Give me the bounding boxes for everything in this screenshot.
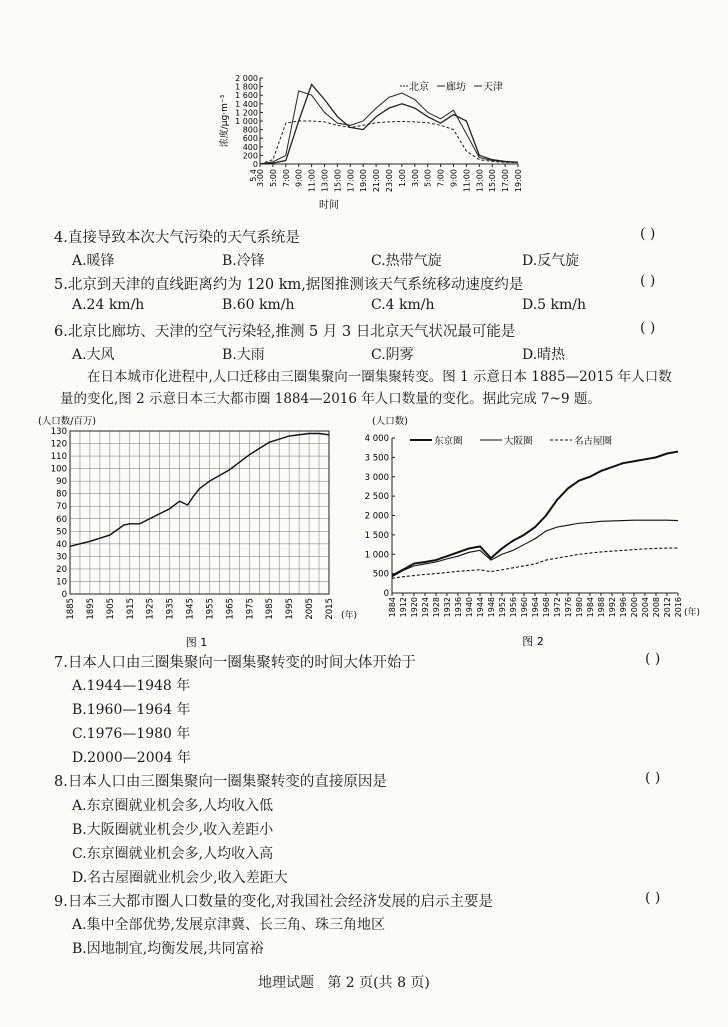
x-tick-label: 1920 [410, 597, 419, 618]
x-tick-label: 11:00 [307, 169, 317, 193]
question-4-answer-blank: ( ) [640, 226, 656, 242]
question-6-option-a: A.大风 [72, 347, 115, 363]
x-tick-label: 1996 [619, 597, 628, 618]
x-tick-label: 13:00 [475, 169, 485, 193]
question-5-option-c: C.4 km/h [371, 297, 435, 313]
x-tick-label: 1940 [465, 597, 474, 618]
x-tick-label: 7:00 [281, 169, 291, 187]
x-tick-label: 1884 [388, 597, 397, 618]
figure-caption: 图 2 [522, 635, 544, 648]
y-tick-label: 1 600 [235, 91, 258, 101]
x-tick-label: 1936 [454, 597, 463, 618]
x-tick-label: 1912 [399, 597, 408, 618]
x-tick-label: 19:00 [514, 169, 523, 193]
figure-caption: 图 1 [185, 636, 208, 649]
x-tick-label: 5:00 [268, 169, 278, 187]
x-first-date-label: 5.4 [249, 169, 258, 182]
y-tick-label: 4 000 [364, 434, 389, 444]
series-line-天津 [260, 84, 518, 164]
y-tick-label: 50 [56, 527, 67, 538]
y-tick-label: 400 [242, 142, 258, 152]
y-tick-label: 90 [56, 477, 67, 488]
y-tick-label: 3 500 [364, 453, 389, 464]
question-7-option-d: D.2000—2004 年 [72, 750, 191, 766]
y-tick-label: 800 [242, 125, 258, 135]
x-tick-label: 1948 [487, 597, 496, 618]
x-tick-label: 1976 [564, 597, 573, 618]
y-tick-label: 80 [56, 489, 67, 500]
x-tick-label: 17:00 [346, 169, 356, 193]
x-tick-label: 23:00 [385, 169, 394, 193]
question-4-option-d: D.反气旋 [522, 253, 580, 269]
x-tick-label: 15:00 [333, 169, 343, 193]
x-tick-label: 1915 [125, 598, 136, 620]
question-6-stem: 6.北京比廊坊、天津的空气污染轻,推测 5 月 3 日北京天气状况最可能是 [54, 324, 516, 340]
x-tick-label: 1924 [421, 597, 430, 618]
question-8-option-b: B.大阪圈就业机会少,收入差距小 [72, 822, 274, 838]
y-tick-label: 3 000 [364, 472, 389, 483]
question-4-option-c: C.热带气旋 [371, 253, 442, 269]
y-axis-title: (人口数) [372, 416, 408, 427]
y-tick-label: 200 [242, 151, 258, 161]
x-tick-label: 1992 [608, 597, 617, 618]
x-tick-label: 1965 [225, 598, 236, 620]
question-8-answer-blank: ( ) [645, 770, 661, 786]
y-tick-label: 1 800 [235, 82, 258, 92]
y-tick-label: 0 [61, 590, 67, 600]
legend-label: 廊坊 [446, 82, 466, 93]
legend-label: 名古屋圈 [574, 436, 613, 447]
question-8-option-d: D.名古屋圈就业机会少,收入差距大 [72, 870, 288, 886]
question-5-option-b: B.60 km/h [222, 297, 295, 313]
y-tick-label: 0 [252, 160, 258, 169]
x-tick-label: 9:00 [449, 169, 459, 187]
question-6-option-c: C.阴雾 [371, 347, 414, 363]
question-6-option-b: B.大雨 [222, 347, 265, 363]
x-tick-label: 1972 [553, 597, 562, 618]
y-tick-label: 1 500 [364, 530, 389, 541]
legend-label: 天津 [483, 82, 503, 93]
question-7-stem: 7.日本人口由三圈集聚向一圈集聚转变的时间大体开始于 [54, 655, 416, 671]
x-tick-label: 17:00 [501, 169, 511, 193]
x-tick-label: 9:00 [294, 169, 304, 187]
question-5-answer-blank: ( ) [640, 273, 656, 289]
x-tick-label: 1952 [498, 597, 507, 618]
y-axis-title: 浓度/μg·m⁻³ [220, 94, 230, 148]
x-tick-label: 7:00 [436, 169, 446, 187]
y-tick-label: 60 [56, 514, 67, 525]
x-tick-label: 1925 [145, 598, 156, 620]
x-tick-label: 2012 [663, 597, 672, 618]
y-tick-label: 600 [242, 134, 258, 144]
x-tick-label: 1980 [575, 597, 584, 618]
pollution-concentration-chart [205, 70, 545, 220]
page-footer: 地理试题 第 2 页(共 8 页) [258, 975, 430, 991]
x-tick-label: 21:00 [372, 169, 382, 193]
x-tick-label: 1995 [285, 598, 296, 620]
question-8-stem: 8.日本人口由三圈集聚向一圈集聚转变的直接原因是 [54, 774, 387, 790]
y-tick-label: 40 [56, 539, 67, 550]
x-tick-label: 1895 [85, 598, 96, 620]
x-tick-label: 1885 [66, 598, 76, 620]
y-tick-label: 30 [56, 552, 67, 563]
question-7-option-a: A.1944—1948 年 [72, 678, 191, 694]
y-tick-label: 2 500 [364, 492, 389, 503]
x-tick-label: 3:00 [256, 169, 265, 187]
y-tick-label: 110 [50, 452, 67, 463]
x-tick-label: 2016 [674, 597, 683, 618]
question-9-option-b: B.因地制宜,均衡发展,共同富裕 [72, 941, 264, 957]
question-4-stem: 4.直接导致本次大气污染的天气系统是 [54, 230, 300, 246]
question-5-option-d: D.5 km/h [522, 297, 587, 313]
x-tick-label: 1928 [432, 597, 441, 618]
series-line-廊坊 [260, 91, 518, 164]
question-8-option-a: A.东京圈就业机会多,人均收入低 [72, 798, 274, 814]
japan-population-chart [30, 410, 358, 649]
x-tick-label: 1984 [586, 597, 595, 618]
series-line-名古屋圈 [392, 548, 678, 578]
y-tick-label: 2 000 [364, 511, 389, 522]
x-tick-label: 1:00 [397, 169, 407, 187]
metropolitan-areas-population-chart [362, 410, 722, 648]
question-5-option-a: A.24 km/h [72, 297, 145, 313]
x-axis-unit: (年) [341, 611, 358, 621]
legend-label: 大阪圈 [504, 436, 533, 447]
question-9-answer-blank: ( ) [645, 890, 661, 906]
y-tick-label: 500 [372, 569, 389, 580]
x-tick-label: 2004 [641, 597, 650, 618]
x-tick-label: 1944 [476, 597, 485, 618]
x-tick-label: 19:00 [359, 169, 369, 193]
question-7-option-b: B.1960—1964 年 [72, 702, 191, 718]
question-4-option-b: B.冷锋 [222, 253, 265, 269]
y-tick-label: 70 [56, 502, 67, 513]
question-9-stem: 9.日本三大都市圈人口数量的变化,对我国社会经济发展的启示主要是 [54, 894, 493, 910]
question-6-option-d: D.晴热 [522, 347, 566, 363]
series-line-大阪圈 [392, 520, 678, 577]
y-tick-label: 20 [56, 564, 67, 575]
x-tick-label: 11:00 [462, 169, 472, 193]
y-tick-label: 1 000 [235, 117, 258, 126]
x-tick-label: 1964 [531, 597, 540, 618]
y-tick-label: 130 [50, 427, 67, 437]
question-7-option-c: C.1976—1980 年 [72, 726, 191, 742]
x-tick-label: 1968 [542, 597, 551, 618]
x-tick-label: 1988 [597, 597, 606, 618]
question-4-option-a: A.暖锋 [72, 253, 115, 269]
question-5-stem: 5.北京到天津的直线距离约为 120 km,据图推测该天气系统移动速度约是 [54, 277, 524, 293]
x-tick-label: 1945 [185, 598, 196, 620]
question-8-option-c: C.东京圈就业机会多,人均收入高 [72, 846, 274, 862]
y-tick-label: 0 [383, 589, 389, 599]
x-tick-label: 1975 [245, 598, 256, 620]
y-tick-label: 100 [50, 464, 67, 475]
y-tick-label: 1 000 [364, 550, 389, 561]
x-tick-label: 13:00 [320, 169, 330, 193]
intro-paragraph: 在日本城市化进程中,人口迁移由三圈集聚向一圈集聚转变。图 1 示意日本 1885—2015 年人口数量的变化,图 2 示意日本三大都市圈 1884—2016 年人口数量的变化。据此完成 7~9 题。 [60, 369, 672, 407]
question-6-answer-blank: ( ) [640, 320, 656, 336]
x-tick-label: 3:00 [410, 169, 420, 187]
x-tick-label: 5:00 [423, 169, 433, 187]
y-tick-label: 120 [50, 439, 67, 450]
x-tick-label: 2005 [305, 598, 316, 620]
x-axis-title: 时间 [319, 200, 339, 211]
y-tick-label: 10 [56, 577, 67, 588]
x-tick-label: 2008 [652, 597, 661, 618]
y-tick-label: 1 400 [235, 99, 258, 109]
x-tick-label: 1905 [105, 598, 116, 620]
y-tick-label: 1 200 [235, 108, 258, 118]
x-tick-label: 2000 [630, 597, 639, 618]
question-9-option-a: A.集中全部优势,发展京津冀、长三角、珠三角地区 [72, 917, 386, 933]
x-tick-label: 1932 [443, 597, 452, 618]
x-tick-label: 1956 [509, 597, 518, 618]
y-axis-title: (人口数/百万) [38, 416, 97, 427]
x-tick-label: 1955 [205, 598, 216, 620]
x-tick-label: 1960 [520, 597, 529, 618]
y-tick-label: 2 000 [235, 74, 258, 83]
series-line-东京圈 [392, 452, 678, 576]
x-tick-label: 15:00 [488, 169, 498, 193]
legend-label: 北京 [409, 82, 429, 93]
x-tick-label: 2015 [325, 598, 335, 620]
question-7-answer-blank: ( ) [645, 651, 661, 667]
legend-label: 东京圈 [434, 436, 463, 447]
x-tick-label: 1935 [165, 598, 176, 620]
x-tick-label: 1985 [265, 598, 276, 620]
x-axis-unit: (年) [684, 608, 701, 618]
